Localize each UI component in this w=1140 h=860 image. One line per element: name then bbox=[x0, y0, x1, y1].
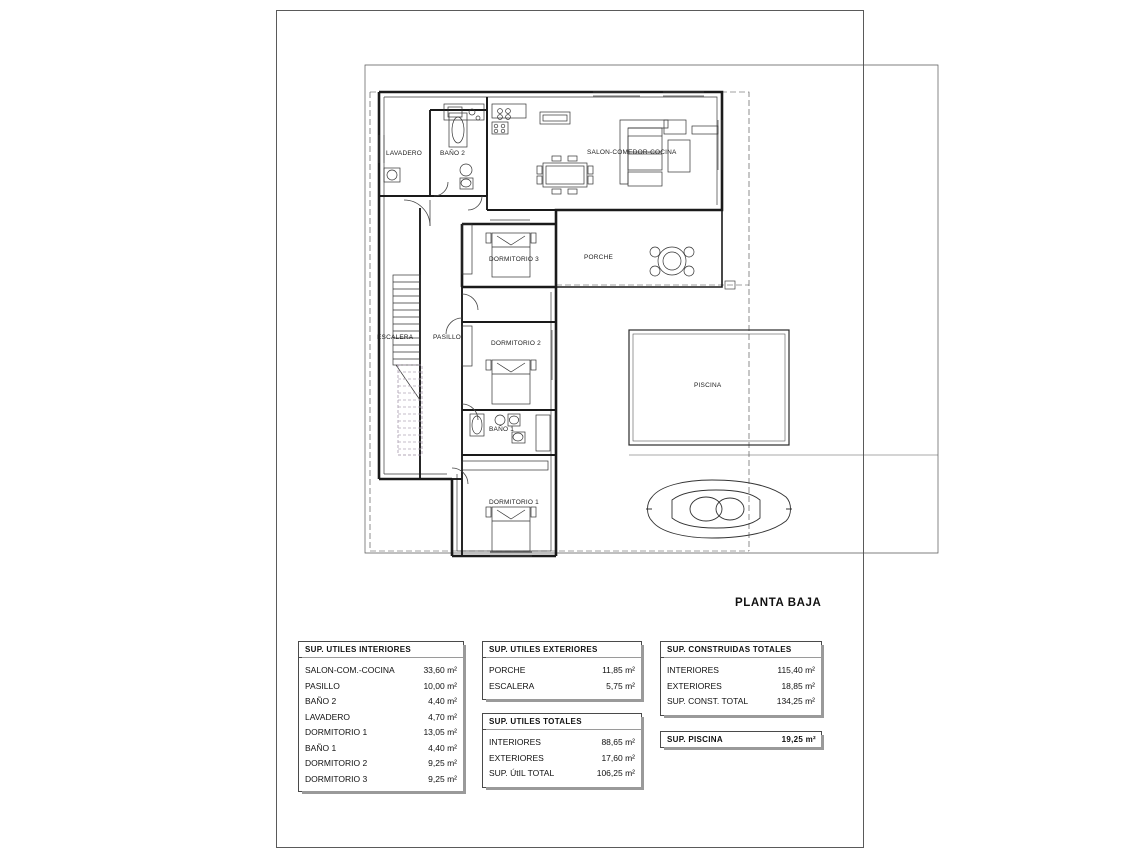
plan-title: PLANTA BAJA bbox=[735, 597, 822, 609]
table-row bbox=[305, 663, 457, 679]
table-sup-utiles-totales bbox=[482, 713, 642, 788]
table-sup-utiles-interiores bbox=[298, 641, 464, 792]
table-row bbox=[305, 772, 457, 788]
room-label-dormitorio-3: DORMITORIO 3 bbox=[489, 256, 539, 263]
room-label-dormitorio-1: DORMITORIO 1 bbox=[489, 499, 539, 506]
row-value: 10,00 m² bbox=[423, 680, 457, 691]
table-row-piscina bbox=[660, 731, 822, 748]
table-body-exteriores bbox=[482, 658, 642, 700]
table-body-totales bbox=[482, 730, 642, 788]
row-value: 9,25 m² bbox=[428, 773, 457, 784]
row-label: INTERIORES bbox=[489, 737, 541, 747]
room-label-porche: PORCHE bbox=[584, 254, 614, 261]
row-value: 106,25 m² bbox=[596, 768, 635, 778]
row-value: 4,40 m² bbox=[428, 696, 457, 706]
row-label: SUP. CONST. TOTAL bbox=[667, 696, 749, 706]
table-row bbox=[489, 735, 635, 751]
table-row bbox=[489, 679, 635, 695]
table-row bbox=[667, 663, 815, 679]
table-sup-utiles-exteriores bbox=[482, 641, 642, 700]
table-body-construidas bbox=[660, 658, 822, 716]
table-row bbox=[305, 679, 457, 695]
room-label-lavadero: LAVADERO bbox=[386, 150, 423, 157]
table-header-exteriores: SUP. UTILES EXTERIORES bbox=[482, 641, 642, 658]
row-value: 115,40 m² bbox=[777, 665, 815, 675]
row-value: 88,65 m² bbox=[601, 737, 635, 747]
table-header-interiores: SUP. UTILES INTERIORES bbox=[298, 641, 464, 658]
row-label: BAÑO 1 bbox=[305, 742, 337, 753]
table-row bbox=[489, 751, 635, 767]
table-sup-piscina bbox=[660, 731, 822, 748]
row-label: INTERIORES bbox=[667, 665, 719, 675]
row-label: DORMITORIO 2 bbox=[305, 758, 368, 768]
room-label-piscina: PISCINA bbox=[694, 382, 722, 389]
table-header-totales: SUP. UTILES TOTALES bbox=[482, 713, 642, 730]
row-label: PASILLO bbox=[305, 680, 340, 691]
room-label-salon: SALON-COMEDOR-COCINA bbox=[587, 149, 677, 156]
room-label-bano-1: BAÑO 1 bbox=[489, 426, 515, 433]
row-value: 13,05 m² bbox=[423, 727, 457, 737]
table-row bbox=[489, 766, 635, 782]
table-body-interiores bbox=[298, 658, 464, 792]
row-value: 5,75 m² bbox=[606, 680, 635, 691]
row-value: 9,25 m² bbox=[428, 758, 457, 768]
row-value: 134,25 m² bbox=[776, 696, 815, 706]
row-label: SUP. PISCINA bbox=[667, 735, 723, 744]
room-label-bano-2: BAÑO 2 bbox=[440, 150, 466, 157]
row-label: LAVADERO bbox=[305, 711, 351, 722]
row-value: 4,40 m² bbox=[428, 742, 457, 753]
row-label: BAÑO 2 bbox=[305, 696, 337, 706]
table-row bbox=[305, 756, 457, 772]
row-value: 18,85 m² bbox=[781, 680, 815, 691]
table-row bbox=[305, 710, 457, 726]
row-label: DORMITORIO 3 bbox=[305, 773, 368, 784]
row-label: EXTERIORES bbox=[667, 680, 722, 691]
row-label: SALON-COM.-COCINA bbox=[305, 665, 395, 675]
room-label-dormitorio-2: DORMITORIO 2 bbox=[491, 340, 541, 347]
row-value: 17,60 m² bbox=[601, 752, 635, 763]
row-label: ESCALERA bbox=[489, 680, 535, 691]
table-row bbox=[305, 694, 457, 710]
table-sup-construidas-totales bbox=[660, 641, 822, 716]
table-row bbox=[667, 679, 815, 695]
row-value: 33,60 m² bbox=[423, 665, 457, 675]
room-label-escalera: ESCALERA bbox=[377, 334, 414, 341]
row-label: EXTERIORES bbox=[489, 752, 544, 763]
table-header-construidas: SUP. CONSTRUIDAS TOTALES bbox=[660, 641, 822, 658]
row-label: SUP. ÚtIL TOTAL bbox=[489, 768, 555, 778]
row-label: PORCHE bbox=[489, 665, 526, 675]
room-label-pasillo: PASILLO bbox=[433, 334, 462, 341]
table-row bbox=[489, 663, 635, 679]
table-row bbox=[667, 694, 815, 710]
table-row bbox=[305, 725, 457, 741]
row-value: 4,70 m² bbox=[428, 711, 457, 722]
row-value: 11,85 m² bbox=[602, 665, 635, 675]
row-value: 19,25 m² bbox=[781, 735, 816, 744]
table-row bbox=[305, 741, 457, 757]
row-label: DORMITORIO 1 bbox=[305, 727, 368, 737]
